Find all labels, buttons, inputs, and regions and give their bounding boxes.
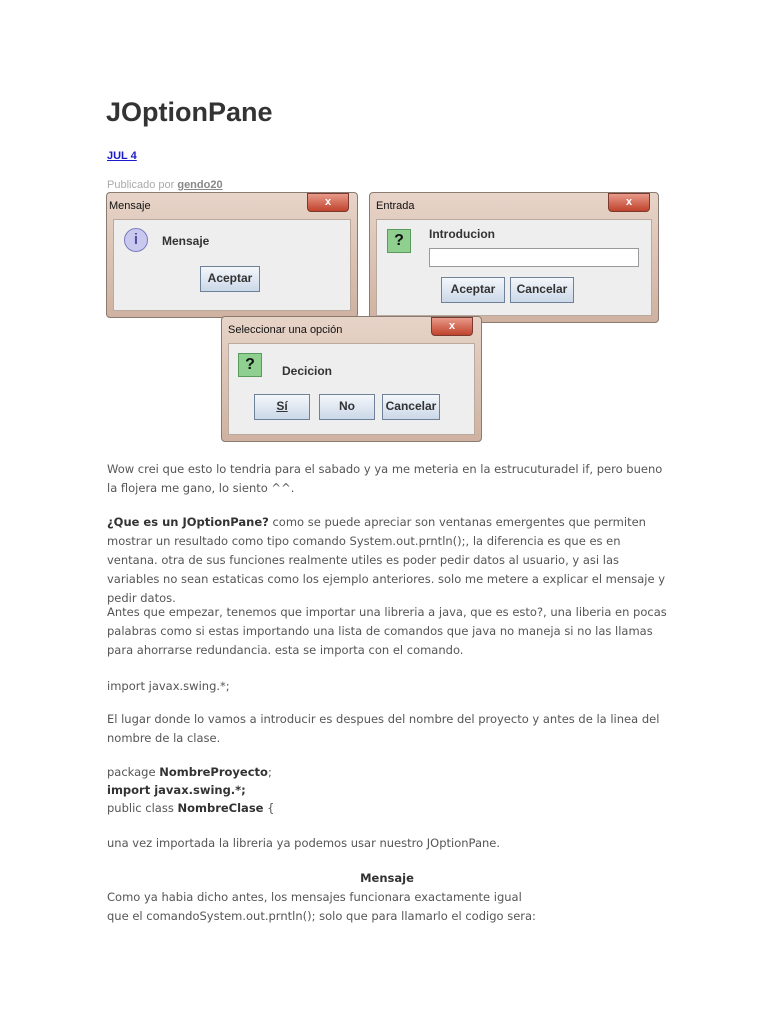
section-heading: Mensaje	[360, 871, 414, 885]
no-button[interactable]: No	[319, 394, 375, 420]
author-link[interactable]: gendo20	[177, 179, 223, 191]
close-button[interactable]: x	[307, 193, 349, 212]
page-title: JOptionPane	[106, 97, 273, 127]
paragraph-bold: ¿Que es un JOptionPane?	[107, 515, 269, 529]
paragraph-text: como se puede apreciar son ventanas emergentes que permiten mostrar un resultado como tipo comando System.out.prntln();, la diferencia es que es en ventana. otra de sus funciones realmente utiles es poder pedir datos al usuario, y asi las variables no sean estaticas como los ejemplo anteriores. solo me metere a explicar el mensaje y pedir datos.	[107, 515, 666, 605]
mensaje-dialog	[106, 192, 358, 318]
code-text: public class	[107, 801, 178, 815]
code-text: package	[107, 765, 160, 779]
cancelar-button[interactable]: Cancelar	[510, 277, 574, 303]
question-icon: ?	[387, 229, 411, 253]
byline	[107, 179, 223, 191]
entrada-dialog	[369, 192, 659, 323]
aceptar-button[interactable]: Aceptar	[441, 277, 505, 303]
paragraph: import javax.swing.*;	[107, 679, 230, 693]
code-bold: NombreProyecto	[159, 765, 268, 779]
text-input[interactable]	[429, 248, 639, 267]
paragraph: Antes que empezar, tenemos que importar una libreria a java, que es esto?, una liberia en pocas palabras como si estas importando una lista de comandos que java no maneja si no las llamas para ahorrarse redundancia. esta se importa con el comando.	[107, 605, 667, 657]
dialog-title: Seleccionar una opción	[228, 324, 343, 336]
code-block	[107, 763, 667, 817]
cancelar-button[interactable]: Cancelar	[382, 394, 440, 420]
opcion-dialog	[221, 316, 482, 442]
date-link[interactable]: JUL 4	[107, 150, 137, 162]
si-button[interactable]: Sí	[254, 394, 310, 420]
paragraph: Wow crei que esto lo tendria para el sabado y ya me meteria en la estrucuturadel if, pero bueno la flojera me gano, lo siento ^^.	[107, 462, 663, 495]
dialog-message: Introducion	[429, 227, 495, 241]
paragraph: Como ya habia dicho antes, los mensajes funcionara exactamente igual que el comandoSystem.out.prntln(); solo que para llamarlo el codigo sera:	[107, 890, 536, 923]
code-text: {	[263, 801, 275, 815]
paragraph: una vez importada la libreria ya podemos usar nuestro JOptionPane.	[107, 836, 501, 850]
dialog-title: Mensaje	[109, 200, 151, 212]
dialog-message: Mensaje	[162, 234, 210, 248]
dialog-title: Entrada	[376, 200, 415, 212]
code-bold: import javax.swing.*;	[107, 783, 246, 797]
close-button[interactable]: x	[608, 193, 650, 212]
byline-prefix: Publicado por	[107, 179, 175, 191]
code-bold: NombreClase	[177, 801, 264, 815]
aceptar-button[interactable]: Aceptar	[200, 266, 260, 292]
close-button[interactable]: x	[431, 317, 473, 336]
question-icon: ?	[238, 353, 262, 377]
paragraph: El lugar donde lo vamos a introducir es despues del nombre del proyecto y antes de la linea del nombre de la clase.	[107, 712, 660, 745]
paragraph	[107, 513, 667, 608]
code-text: ;	[267, 765, 272, 779]
info-icon: i	[124, 228, 148, 252]
dialog-message: Decicion	[282, 364, 333, 378]
